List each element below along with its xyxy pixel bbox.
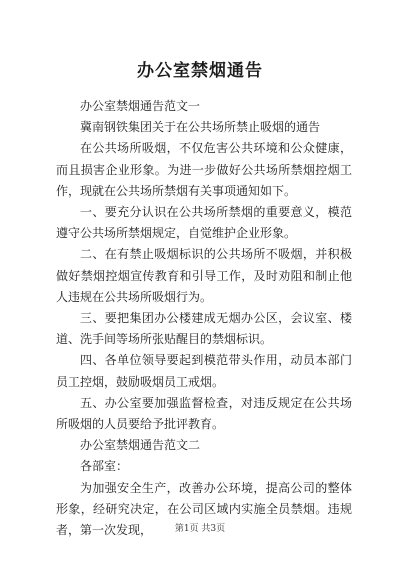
section-heading: 办公室禁烟通告范文一 xyxy=(80,99,201,113)
notice-heading: 冀南钢铁集团关于在公共场所禁止吸烟的通告 xyxy=(80,120,321,135)
salutation: 各部室： xyxy=(80,459,129,474)
body-paragraph: 在公共场所吸烟，不仅危害公共环境和公众健康，而且损害企业形象。为进一步做好公共场所禁烟控烟工作，现就在公共场所禁烟有关事项通知如下。 xyxy=(56,141,352,198)
document-body xyxy=(56,96,352,541)
body-paragraph: 为加强安全生产，改善办公环境，提高公司的整体形象，经研究决定，在公司区域内实施全员禁烟。违规者，第一次发现， xyxy=(56,480,352,538)
body-paragraph: 四、各单位领导要起到模范带头作用，动员本部门员工控烟，鼓励吸烟员工戒烟。 xyxy=(56,353,352,389)
body-paragraph: 五、办公室要加强监督检查，对违反规定在公共场所吸烟的人员要给予批评教育。 xyxy=(56,395,352,432)
body-paragraph: 三、要把集团办公楼建成无烟办公区，会议室、楼道、洗手间等场所张贴醒目的禁烟标识。 xyxy=(56,311,352,347)
body-paragraph: 一、要充分认识在公共场所禁烟的重要意义，模范遵守公共场所禁烟规定，自觉维护企业形象。 xyxy=(56,205,352,241)
document-title: 办公室禁烟通告 xyxy=(137,61,263,81)
page-number-footer: 第1页 共3页 xyxy=(174,524,226,534)
section-heading: 办公室禁烟通告范文二 xyxy=(80,438,201,453)
body-paragraph: 二、在有禁止吸烟标识的公共场所不吸烟，并积极做好禁烟控烟宣传教育和引导工作，及时劝阻和制止他人违规在公共场所吸烟行为。 xyxy=(56,247,352,304)
